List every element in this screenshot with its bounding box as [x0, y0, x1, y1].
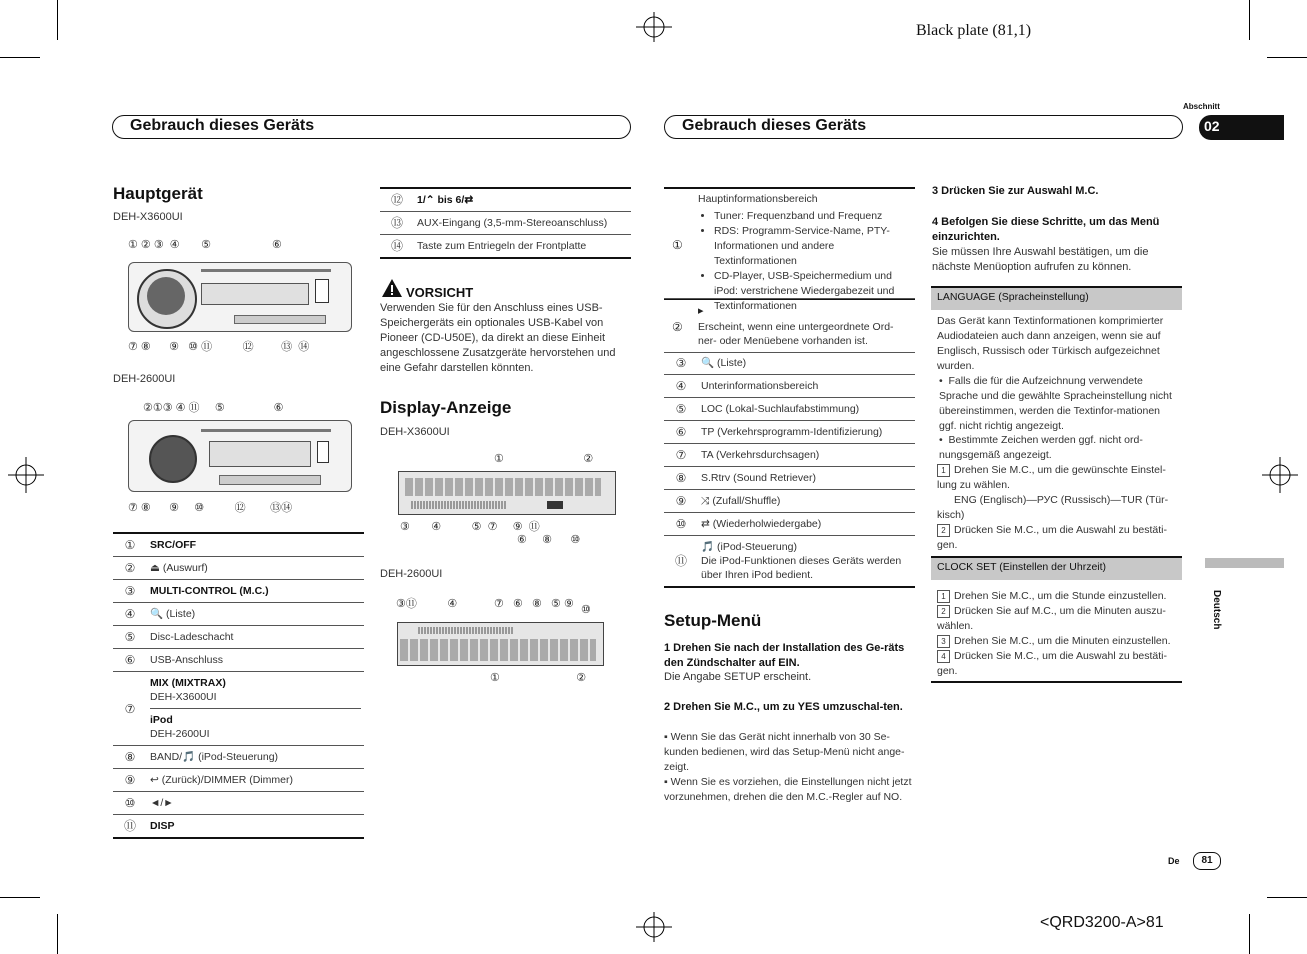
table-row: ④ 🔍 (Liste) — [113, 603, 364, 626]
folder-marker-icon: ▸ — [698, 305, 704, 317]
plate-label: Black plate (81,1) — [916, 22, 1032, 39]
crop-mark — [57, 0, 58, 40]
registration-mark — [8, 457, 44, 493]
step-4-heading: 4 Befolgen Sie diese Schritte, um das Menü einzurichten. — [932, 216, 1160, 243]
section-number: 02 — [1204, 118, 1220, 134]
table-row: ④ Unterinformationsbereich — [664, 375, 915, 398]
clock-step-4: 4 Drücken Sie M.C., um die Auswahl zu bestäti-gen. — [937, 650, 1168, 677]
clock-step-1: 1 Drehen Sie M.C., um die Stunde einzustellen. — [937, 589, 1177, 604]
table-row: ⑤ Disc-Ladeschacht — [113, 626, 364, 649]
warning-text: Verwenden Sie für den Anschluss eines USB-Speichergeräts ein optionales USB-Kabel von Pioneer (CD-U50E), da direkt an diese Einheit angeschlossene Zusatzgeräte hervorstehen und eine Gefahr darstellen könnten. — [380, 302, 616, 374]
heading-hauptgeraet: Hauptgerät — [113, 184, 203, 203]
table-row: ⑥ USB-Anschluss — [113, 649, 364, 672]
model-label: DEH-X3600UI — [113, 211, 183, 223]
header-title-left: Gebrauch dieses Geräts — [130, 117, 315, 134]
display-illustration-x3600 — [398, 471, 616, 515]
table-row: ⑪ 🎵 (iPod-Steuerung) Die iPod-Funktionen dieses Geräts werden über Ihren iPod bedient. — [664, 536, 915, 588]
language-bullet-2: • Bestimmte Zeichen werden ggf. nicht ord-nungsgemäß angezeigt. — [939, 434, 1143, 461]
step-2-heading: 2 Drehen Sie M.C., um zu YES umzuschal-ten. — [664, 701, 903, 713]
warning-icon — [381, 278, 403, 298]
diagram-callouts: ⑥ ⑧ ⑩ — [517, 534, 581, 546]
table-row: ⑤ LOC (Lokal-Suchlaufabstimmung) — [664, 398, 915, 421]
crop-mark — [1249, 914, 1250, 954]
device-illustration-x3600 — [128, 262, 352, 332]
display-row-1: ① Hauptinformationsbereich • Tuner: Frequenzband und Frequenz • RDS: Programm-Service-Name, PTY-Informationen und andere Textinformationen • CD-Player, USB-Speichermedium und iPod: verstrichene Wiedergabezeit und Textinformationen — [664, 190, 915, 299]
table-row: ③ 🔍 (Liste) — [664, 352, 915, 375]
diagram-callouts: ⑩ — [581, 604, 591, 616]
parts-table-2 — [380, 187, 631, 259]
diagram-callouts: ① ② — [494, 453, 594, 465]
table-row: ⑧ BAND/🎵 (iPod-Steuerung) — [113, 746, 364, 769]
table-row: ⑨ ⤨ (Zufall/Shuffle) — [664, 490, 915, 513]
table-row: ⑭ Taste zum Entriegeln der Frontplatte — [380, 235, 631, 259]
language-bullet-1: • Falls die für die Aufzeichnung verwendete Sprache und die gewählte Spracheinstellung nicht übereinstimmen, werden die Textinfor-mationen ggf. nicht richtig angezeigt. — [939, 375, 1172, 432]
warning-title: VORSICHT — [406, 285, 474, 300]
diagram-callouts: ②①③ ④ ⑪ ⑤ ⑥ — [143, 402, 284, 414]
header-title-right: Gebrauch dieses Geräts — [682, 117, 867, 134]
note-2: ▪ Wenn Sie es vorziehen, die Einstellungen nicht jetzt vorzunehmen, drehen die den M.C.-Regler auf NO. — [664, 776, 912, 803]
table-row: ⑥ TP (Verkehrsprogramm-Identifizierung) — [664, 421, 915, 444]
diagram-callouts: ③⑪ ④ ⑦ ⑥ ⑧ ⑤ ⑨ — [396, 598, 574, 610]
note-1: ▪ Wenn Sie das Gerät nicht innerhalb von 30 Se-kunden bedienen, wird das Setup-Menü nicht ange-zeigt. — [664, 731, 905, 773]
section-label: Abschnitt — [1183, 102, 1220, 111]
diagram-callouts: ① ② — [490, 672, 587, 684]
side-tab-bar — [1205, 558, 1284, 568]
clock-header-text: CLOCK SET (Einstellen der Uhrzeit) — [937, 561, 1107, 573]
footer-lang: De — [1168, 856, 1180, 866]
table-row: ⑦ TA (Verkehrsdurchsagen) — [664, 444, 915, 467]
table-row: ⑬ AUX-Eingang (3,5-mm-Stereoanschluss) — [380, 212, 631, 235]
document-code: <QRD3200-A>81 — [1040, 914, 1164, 931]
registration-mark — [636, 12, 672, 42]
clock-step-2: 2 Drücken Sie auf M.C., um die Minuten auszu-wählen. — [937, 605, 1166, 632]
clock-bottom-line — [931, 681, 1182, 683]
table-row: ② ⏏ (Auswurf) — [113, 557, 364, 580]
display-illustration-2600 — [397, 622, 604, 666]
model-label: DEH-2600UI — [380, 568, 443, 580]
table-row: ⑦ MIX (MIXTRAX) DEH-X3600UI iPod DEH-2600UI — [113, 672, 364, 746]
parts-table-1 — [113, 532, 364, 839]
clock-step-3: 3 Drehen Sie M.C., um die Minuten einzustellen. — [937, 634, 1177, 649]
step-4-text: Sie müssen Ihre Auswahl bestätigen, um die nächste Menüoption aufrufen zu können. — [932, 246, 1149, 273]
heading-setup: Setup-Menü — [664, 611, 762, 630]
crop-mark — [1267, 57, 1307, 58]
registration-mark — [1262, 457, 1298, 493]
language-step-2: 2 Drücken Sie M.C., um die Auswahl zu bestäti-gen. — [937, 524, 1168, 551]
diagram-callouts: ③ ④ ⑤ ⑦ ⑨ ⑪ — [400, 521, 540, 533]
table-row: ① SRC/OFF — [113, 533, 364, 557]
display-table-top-line — [664, 187, 915, 189]
table-row: ⑩ ◄/► — [113, 792, 364, 815]
table-row: ③ MULTI-CONTROL (M.C.) — [113, 580, 364, 603]
model-label: DEH-X3600UI — [380, 426, 450, 438]
crop-mark — [1267, 897, 1307, 898]
page-number: 81 — [1193, 852, 1221, 870]
table-row: ⑫ 1/⌃ bis 6/⇄ — [380, 188, 631, 212]
crop-mark — [0, 57, 40, 58]
crop-mark — [57, 914, 58, 954]
registration-mark — [636, 912, 672, 942]
table-row: ⑧ S.Rtrv (Sound Retriever) — [664, 467, 915, 490]
step-3-heading: 3 Drücken Sie zur Auswahl M.C. — [932, 185, 1099, 197]
side-tab-label: Deutsch — [1211, 590, 1222, 630]
table-row: ⑨ ↩ (Zurück)/DIMMER (Dimmer) — [113, 769, 364, 792]
device-illustration-2600 — [128, 420, 352, 492]
table-row: ⑪ DISP — [113, 815, 364, 839]
diagram-callouts: ⑦ ⑧ ⑨ ⑩ ⑫ ⑬⑭ — [128, 502, 293, 514]
diagram-callouts: ⑦ ⑧ ⑨ ⑩ ⑪ ⑫ ⑬ ⑭ — [128, 341, 310, 353]
heading-display: Display-Anzeige — [380, 398, 512, 417]
language-step-1: 1 Drehen Sie M.C., um die gewünschte Einstel-lung zu wählen. ENG (Englisch)—РУС (Russisch)—TUR (Tür-kisch) — [937, 464, 1169, 521]
step-1-text: Die Angabe SETUP erscheint. — [664, 671, 812, 683]
table-row: ⑩ ⇄ (Wiederholwiedergabe) — [664, 513, 915, 536]
diagram-callouts: ① ② ③ ④ ⑤ ⑥ — [128, 239, 282, 251]
model-label: DEH-2600UI — [113, 373, 176, 385]
language-header-text: LANGUAGE (Spracheinstellung) — [937, 291, 1089, 303]
step-1-heading: 1 Drehen Sie nach der Installation des Ge-räts den Zündschalter auf EIN. — [664, 642, 905, 669]
crop-mark — [0, 897, 40, 898]
language-text: Das Gerät kann Textinformationen komprimierter Audiodateien auch dann anzeigen, wenn sie auf Englisch, Russisch oder Türkisch aufgezeichnet wurden. — [937, 315, 1164, 372]
display-table — [664, 352, 915, 588]
crop-mark — [1249, 0, 1250, 40]
display-row-2: ② ▸ Erscheint, wenn eine untergeordnete Ord-ner- oder Menüebene vorhanden ist. — [664, 299, 915, 353]
